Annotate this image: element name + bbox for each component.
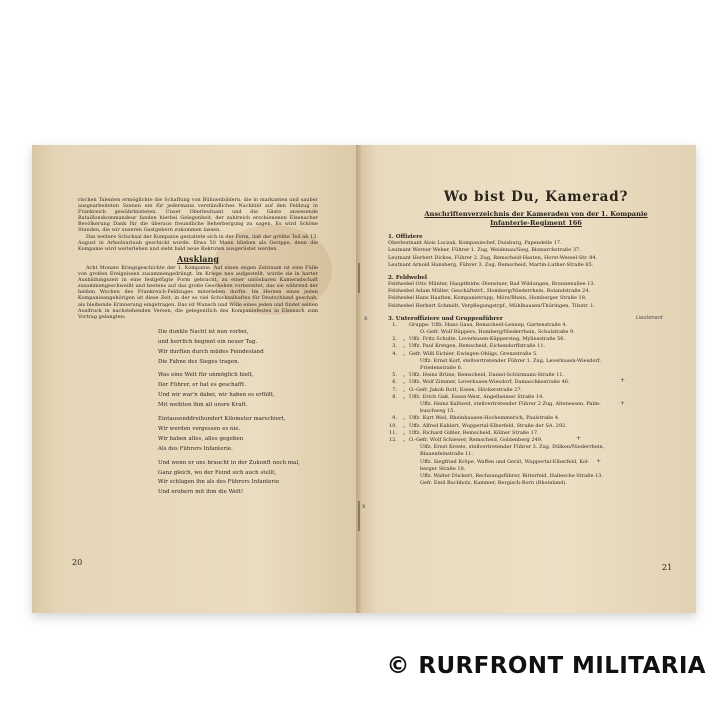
row-number: 4. xyxy=(392,350,397,357)
address-row xyxy=(388,444,684,451)
open-booklet xyxy=(32,145,696,613)
row-number: 12. xyxy=(389,437,397,444)
row-number xyxy=(388,358,397,365)
row-number xyxy=(388,459,397,466)
row-number xyxy=(388,480,397,487)
address-text: Uffz. Siegfried Kröpe, Waffen und Gerät, Wuppertal-Elberfeld, Kol- xyxy=(420,458,590,465)
address-text: Uffz. Fritz Schulte, Leverkusen-Küppersteg, Mylinsstraße 56. xyxy=(409,336,566,343)
address-text: Gefr. Emil Buchholz, Kammer, Bergisch-Born (Rheinland). xyxy=(420,480,567,487)
row-number xyxy=(388,401,397,408)
row-number: 1. xyxy=(392,321,397,328)
copyright-watermark: © RURFRONT MILITARIA xyxy=(386,653,706,679)
address-text: O.-Gefr. Wolf Schiewer, Remscheid, Goldenberg 249. xyxy=(409,437,543,444)
row-number: 7. xyxy=(392,386,397,393)
page-subtitle xyxy=(388,210,684,227)
address-row xyxy=(388,247,684,254)
address-row xyxy=(388,295,684,302)
address-text: Uffz. Alfred Kahlert, Wuppertal-Elberfeld, Straße der SA. 292. xyxy=(409,422,567,429)
row-number xyxy=(388,466,397,473)
ditto-mark: „ xyxy=(402,437,406,444)
section-heading: 3. Unteroffiziere und Gruppenführer xyxy=(388,315,503,322)
row-number: 6. xyxy=(392,379,397,386)
ditto-mark: „ xyxy=(402,429,406,436)
address-row xyxy=(388,336,684,343)
handwritten-mark: + xyxy=(620,377,626,384)
address-text: Uffz. Heinz Kallweit, stellvertretender Führer 2 Zug, Altenessen, Palm- xyxy=(420,401,601,408)
address-text: Uffz. Ernst Korf, stellvertretender Führer 1. Zug, Leverkusen-Wiesdorf, xyxy=(420,357,602,364)
address-text: O.-Gefr. Jakob Rott, Essen, Höckerstraße 27. xyxy=(409,386,523,393)
ditto-mark: „ xyxy=(402,343,406,350)
page-title: Wo bist Du, Kamerad? xyxy=(443,189,629,205)
address-row xyxy=(388,358,684,365)
handwritten-mark: Lieutenant xyxy=(636,315,663,321)
row-number: 11. xyxy=(389,429,397,436)
section-heading: 2. Feldwebel xyxy=(388,275,428,281)
address-row xyxy=(388,281,684,288)
address-text: Uffz. Erich Gaß, Essen-West, Angelheimer Straße 14. xyxy=(409,393,544,400)
address-row xyxy=(388,415,684,422)
address-row xyxy=(388,379,684,386)
poem-line: Ganz gleich, wo der Feind sich auch stellt, xyxy=(158,469,277,476)
row-number: 2. xyxy=(392,336,397,343)
address-row xyxy=(388,437,684,444)
handwritten-mark: + xyxy=(596,458,602,465)
address-row xyxy=(388,329,684,336)
left-paragraph-1: rischen Talenten ermöglichte die Schaffung von Bühnenbildern, die in markanten und sauber ausgearbeiteten Szenen ein für jedermann verständliches Nachbild auf den Feldzug in Frankreich gewährleisteten. Unser Oberleutnant und die Gäste anwesende Bataillonskommandeur fanden hierbei Gelegenheit, der zahlreich erschienenen Elsenacher Bevölkerung Dank für die überaus freundliche Beherbergung zu sagen. Es wird Schöne Stunden, die wir unseren Gastgebern zukommen lassen. xyxy=(78,197,318,234)
poem-line: Und wir war'n dabei, wir haben es erfüllt, xyxy=(158,392,275,399)
address-row xyxy=(388,303,684,310)
address-text: O.-Gefr. Wolf Rüppers, Homberg/Niederrhein, Schulstraße 9. xyxy=(420,329,575,336)
row-number: 9. xyxy=(392,415,397,422)
address-text: Leutnant Herbert Dickes, Führer 2. Zug, Remscheid-Hasten, Horst-Wessel-Str. 84. xyxy=(388,254,598,261)
row-number xyxy=(388,444,397,451)
address-text: berger Straße 18. xyxy=(420,465,466,472)
address-row xyxy=(388,408,684,415)
poem-line: Die dunkle Nacht ist nun vorbei, xyxy=(158,328,249,335)
address-text: Uffz. Heinz Brüne, Remscheid, Daniel-Schürmann-Straße 11. xyxy=(409,372,565,379)
ditto-mark: „ xyxy=(402,386,406,393)
address-row xyxy=(388,430,684,437)
address-text: Uffz. Walter Dückert, Rechnungsführer, Bitterfeld, Hallesche Straße 13. xyxy=(420,473,603,480)
poem-line: Mit weihten ihm all unsre Kraft. xyxy=(158,402,248,409)
address-text: Uffz. Wolf Zimmer, Leverkusen-Wiesdorf, Damaschkestraße 46. xyxy=(409,379,570,386)
section-heading: 1. Offiziere xyxy=(388,234,423,241)
address-row xyxy=(388,351,684,358)
address-row xyxy=(388,459,684,466)
address-text: Feldwebel Otto Münter, Hauptfeldw.-Dienstuer, Bad Wildungen, Brunnenallee 13. xyxy=(388,281,596,287)
address-row xyxy=(388,262,684,269)
staple-top xyxy=(358,263,360,293)
left-page xyxy=(32,145,358,613)
address-row xyxy=(388,466,684,473)
address-text: Gruppe: Uffz. Hans Gaus, Remscheid-Lennep, Gartenstraße 4. xyxy=(409,321,568,328)
staple-bottom xyxy=(358,501,360,531)
handwritten-mark: x xyxy=(362,503,366,510)
row-number: 10. xyxy=(389,422,397,429)
address-row xyxy=(388,372,684,379)
handwritten-mark: + xyxy=(620,400,626,407)
ditto-mark xyxy=(399,322,409,329)
address-text: Uffz. Paul Kretgen, Remscheid, Eichendorffstraße 11. xyxy=(409,343,546,350)
page-number-left: 20 xyxy=(72,558,83,567)
right-page-text xyxy=(388,189,684,487)
poem xyxy=(158,328,318,499)
address-row xyxy=(388,365,684,372)
binding-gutter xyxy=(356,145,362,613)
row-number: 5. xyxy=(392,372,397,379)
left-page-text xyxy=(78,197,318,498)
address-row xyxy=(388,343,684,350)
subtitle-line: Infanterie-Regiment 166 xyxy=(490,218,582,227)
address-row xyxy=(388,401,684,408)
address-row xyxy=(388,322,684,329)
ditto-mark: „ xyxy=(402,379,406,386)
row-number xyxy=(388,451,397,458)
right-page xyxy=(358,145,696,613)
page-number-right: 21 xyxy=(662,563,673,572)
address-text: Feldwebel Adam Müller, Geschäftstrf., Homberg/Niederrhein, Rolandstraße 24. xyxy=(388,288,591,295)
address-row xyxy=(388,288,684,295)
address-row xyxy=(388,255,684,262)
address-text: Feldwebel Hans Haaften, Kompanietrupp, Mörs/Rhein, Homberger Straße 18. xyxy=(388,295,587,302)
address-row xyxy=(388,480,684,487)
poem-line: Als des Führers Infanterie. xyxy=(158,445,233,452)
poem-line: Wir schlagen ihn als des Führers Infanterie xyxy=(158,479,280,486)
poem-line: Und erobern mit ihm die Welt! xyxy=(158,489,244,496)
address-row xyxy=(388,240,684,247)
address-row xyxy=(388,473,684,480)
ditto-mark: „ xyxy=(402,422,406,429)
poem-line: Wir durften durch müdes Feindesland xyxy=(158,348,264,355)
address-row xyxy=(388,423,684,430)
poem-line: Wir werden vergessen es nie. xyxy=(158,425,241,432)
poem-line: Und wenn er uns braucht in der Zukunft noch mal, xyxy=(158,459,300,466)
address-row xyxy=(388,451,684,458)
ditto-mark: „ xyxy=(402,393,406,400)
ausklang-heading: Ausklang xyxy=(176,253,220,264)
address-text: Uffz. Richard Gißler, Remscheid, Kölner Straße 17. xyxy=(409,429,539,436)
ditto-mark: „ xyxy=(402,415,406,422)
row-number xyxy=(388,473,397,480)
poem-line: Der Führer, er hat es geschafft. xyxy=(158,382,246,389)
ditto-mark: „ xyxy=(402,350,406,357)
address-text: Gefr. Willi Eichler, Ewingen-Ohligs, Grenzstraße 5. xyxy=(409,350,538,357)
address-text: Friedenstraße 6. xyxy=(420,365,463,372)
section-rows xyxy=(388,322,684,488)
section-rows xyxy=(388,281,684,310)
ausklang-paragraph: Acht Monate Kriegsgeschichte der 1. Kompanie. Auf einen engen Zeitraum ist eine Fülle von großen Ereignissen zusammengedrängt. Im Kriege neu aufgestellt, wurde sie in harter Ausbildungszeit in eine festgefügte Form gebracht, zu einer unlösbaren Kameradschaft zusammengeschweißt und bestens auf das große Geschehen vorbereitet, das sie während der heißen Wochen des Frankreich-Feldzuges miterleben durfte. Im Herzen eines jeden Kompanieangehörigen ist diese Zeit, in der so viel Schicksalhaftes für Deutschland geschah, als bleibende Erinnerung eingetragen. Das ist Wunsch und Wille eines jeden und findet seinen Ausdruck in nachstehenden Versen, die gelegentlich des Kompaniefestes in Elsenach zum Vortrag gelangten: xyxy=(78,264,318,320)
address-text: Uffz. Kurt Weil, Rheinhausen-Hochemmerich, Paulstraße 4. xyxy=(409,415,560,422)
row-number xyxy=(388,365,397,372)
address-text: buschweg 15. xyxy=(420,408,455,415)
poem-line: Die Fahne des Sieges tragen. xyxy=(158,358,240,365)
poem-line: Was eine Welt für unmöglich hielt, xyxy=(158,372,254,379)
handwritten-mark: x xyxy=(364,315,368,322)
handwritten-mark: + xyxy=(576,435,582,442)
address-text: Oberleutnant Alois Luczak, Kompaniechef, Duisburg, Papendelle 17. xyxy=(388,240,562,247)
ditto-mark: „ xyxy=(402,336,406,343)
subtitle-line: Anschriftenverzeichnis der Kameraden von der 1. Kompanie xyxy=(424,210,648,218)
address-list xyxy=(388,234,684,487)
ditto-mark: „ xyxy=(402,372,406,379)
row-number: 3. xyxy=(392,343,397,350)
left-paragraph-2: Das weitere Schicksal der Kompanie gestaltete sich in der Form, daß der größte Teil ab 13. August in Arbeitsurlaub geschickt wurde. Etwa 50 Mann blieben als Gerippe, denn die Kompanie wird weiterleben und sieht bald neue Rekruten ausgerüstet werden. xyxy=(78,233,318,252)
address-text: Feldwebel Herbert Schmidt, Verpflegungstrpf., Mühlhausen/Thüringen, Tilsstr. 1. xyxy=(388,302,596,309)
address-text: Leutnant Werner Weber, Führer 1. Zug, Weidenau/Sieg, Bismarckstraße 37. xyxy=(388,247,581,254)
poem-line: und herrlich beginnt ein neuer Tag. xyxy=(158,338,258,345)
row-number: 8. xyxy=(392,393,397,400)
poem-line: Wir haben alles, alles gegeben xyxy=(158,435,244,442)
address-text: Leutnant Arnold Hansberg, Führer 3. Zug, Remscheid, Martin-Luther-Straße 65. xyxy=(388,261,594,268)
address-text: Uffz. Ernst Kreets, stellvertretender Führer 3. Zug, Dülken/Niederrhein, xyxy=(420,444,605,451)
address-row xyxy=(388,387,684,394)
address-row xyxy=(388,394,684,401)
row-number xyxy=(388,408,397,415)
address-text: Blauenfeinstraße 11. xyxy=(420,451,474,458)
section-rows xyxy=(388,240,684,269)
poem-line: Eintausenddreihundert Kilometer marschiert, xyxy=(158,416,286,423)
row-number xyxy=(388,329,397,336)
